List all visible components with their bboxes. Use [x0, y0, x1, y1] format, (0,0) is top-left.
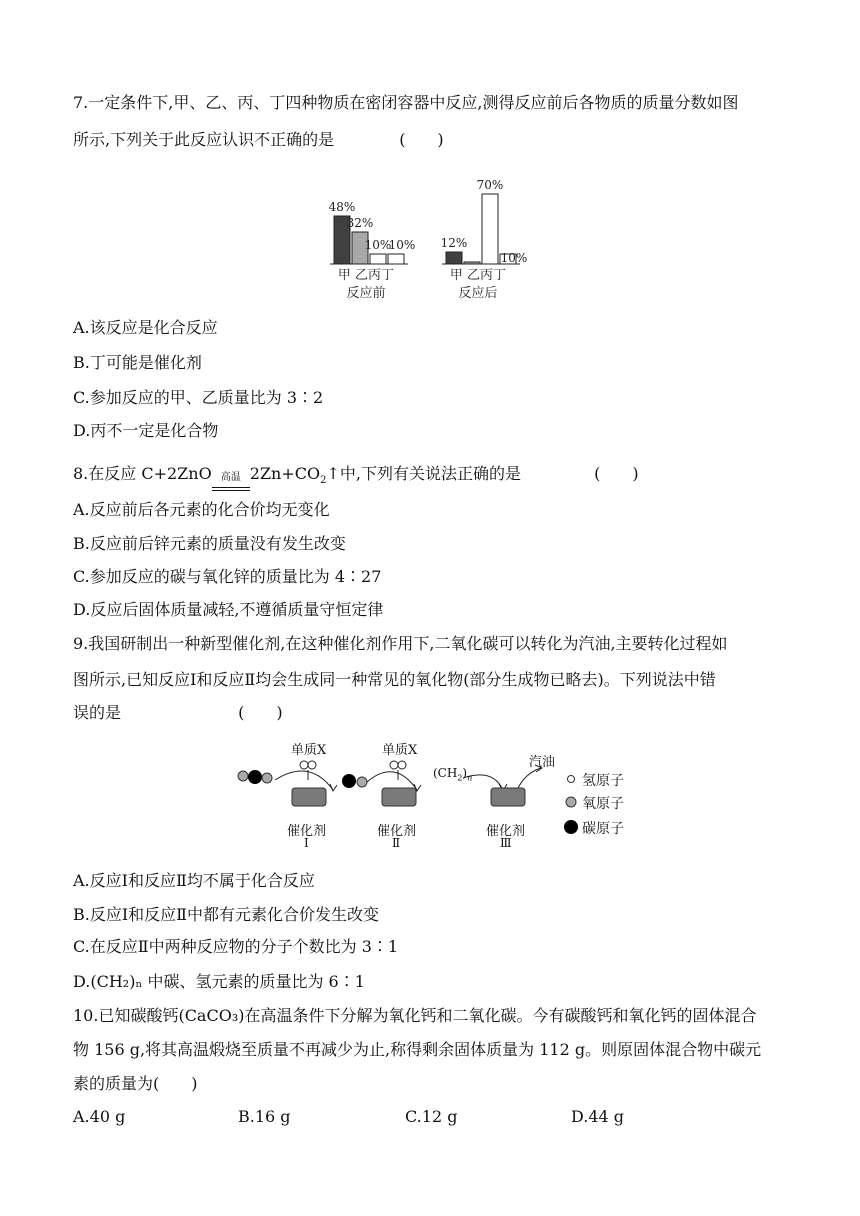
- q8-prefix: 8.在反应 C+2ZnO: [73, 464, 212, 483]
- chart-group-after: [441, 178, 528, 301]
- q10-stem-line1: 10.已知碳酸钙(CaCO₃)在高温条件下分解为氧化钙和二氧化碳。今有碳酸钙和氧化钙的固体混合: [73, 1006, 757, 1025]
- q8-option-b: B.反应前后锌元素的质量没有发生改变: [73, 534, 346, 553]
- q7-option-d: D.丙不一定是化合物: [73, 421, 219, 440]
- q10-option-d: D.44 g: [571, 1107, 625, 1126]
- q8-option-d: D.反应后固体质量减轻,不遵循质量守恒定律: [73, 600, 384, 619]
- group-label: 反应前: [346, 286, 386, 301]
- catalyst-2-label: 催化剂: [377, 824, 417, 839]
- oxygen-atom-icon: [262, 773, 272, 783]
- q7-option-b: B.丁可能是催化剂: [73, 353, 202, 372]
- bar-value-label: 32%: [346, 216, 374, 230]
- carbon-atom-icon: [248, 770, 262, 784]
- q10-stem-line3: 素的质量为( ): [73, 1074, 198, 1093]
- q8-stem: [73, 464, 639, 491]
- hydrogen-molecule-icon: [300, 761, 308, 769]
- q8-answer-paren: ( ): [594, 464, 639, 483]
- q9-answer-paren: ( ): [238, 703, 283, 722]
- legend-hydrogen-icon: [568, 776, 575, 783]
- catalyst-1-numeral: Ⅰ: [304, 836, 309, 850]
- q9-reaction-diagram: [235, 738, 635, 858]
- q7-stem-line2: [73, 130, 444, 150]
- category-axis-label: 甲 乙丙丁: [449, 268, 507, 283]
- q9-stem-line1: 9.我国研制出一种新型催化剂,在这种催化剂作用下,二氧化碳可以转化为汽油,主要转化过程如: [73, 634, 728, 653]
- q8-suffix: ↑中,下列有关说法正确的是: [326, 464, 521, 483]
- legend-carbon-icon: [564, 820, 578, 834]
- catalyst-2-numeral: Ⅱ: [392, 836, 401, 850]
- q8-condition-arrow: [212, 472, 250, 491]
- bar-value-label: 10%: [388, 238, 416, 252]
- q7-bar-chart: [320, 158, 540, 308]
- group-label: 反应后: [458, 286, 498, 301]
- bar-value-label: 10%: [364, 238, 392, 252]
- q9-option-d: D.(CH₂)ₙ 中碳、氢元素的质量比为 6∶1: [73, 972, 365, 991]
- catalyst-3-block: [491, 788, 525, 806]
- catalyst-2-block: [382, 788, 416, 806]
- bar-value-label: 70%: [476, 178, 504, 192]
- arrow-icon: [330, 784, 337, 791]
- q9-option-c: C.在反应Ⅱ中两种反应物的分子个数比为 3∶1: [73, 937, 399, 956]
- q9-option-b: B.反应Ⅰ和反应Ⅱ中都有元素化合价发生改变: [73, 905, 380, 924]
- q9-stem-line2: 图所示,已知反应Ⅰ和反应Ⅱ均会生成同一种常见的氧化物(部分生成物已略去)。下列说法中错: [73, 670, 716, 689]
- bar-value-label: 10%: [500, 251, 528, 265]
- hydrogen-molecule-icon: [390, 761, 398, 769]
- bar-after-1: [464, 262, 480, 264]
- q10-option-c: C.12 g: [405, 1107, 458, 1126]
- q8-option-a: A.反应前后各元素的化合价均无变化: [73, 500, 330, 519]
- legend-oxygen-icon: [566, 797, 576, 807]
- legend-oxygen-label: 氧原子: [582, 796, 624, 812]
- chart-group-before: [329, 200, 416, 301]
- catalyst-3-numeral: Ⅲ: [500, 836, 512, 850]
- category-axis-label: 甲 乙丙丁: [337, 268, 395, 283]
- q9-option-a: A.反应Ⅰ和反应Ⅱ均不属于化合反应: [73, 871, 315, 890]
- reactant-x-label-2: 单质X: [382, 743, 418, 758]
- carbon-atom-icon: [342, 774, 356, 788]
- q7-stem-line1: 7.一定条件下,甲、乙、丙、丁四种物质在密闭容器中反应,测得反应前后各物质的质量分数如图: [73, 93, 739, 112]
- oxygen-atom-icon: [357, 777, 367, 787]
- catalyst-3-label: 催化剂: [486, 824, 526, 839]
- q10-stem-line2: 物 156 g,将其高温煅烧至质量不再减少为止,称得剩余固体质量为 112 g。则原固体混合物中碳元: [73, 1040, 762, 1059]
- bar-after-2: [482, 194, 498, 264]
- legend-hydrogen-label: 氢原子: [582, 773, 624, 789]
- q9-stem-line3: [73, 703, 283, 723]
- bar-before-3: [388, 254, 404, 264]
- bar-after-0: [446, 252, 462, 264]
- catalyst-1-label: 催化剂: [287, 824, 327, 839]
- q7-stem-text: 所示,下列关于此反应认识不正确的是: [73, 130, 335, 149]
- bar-before-2: [370, 254, 386, 264]
- q7-option-a: A.该反应是化合反应: [73, 318, 218, 337]
- q9-stem-text: 误的是: [73, 703, 122, 722]
- q8-product: 2Zn+CO: [249, 464, 321, 483]
- reactant-x-label-1: 单质X: [291, 743, 327, 758]
- product-label: 汽油: [529, 755, 556, 770]
- q8-option-c: C.参加反应的碳与氧化锌的质量比为 4∶27: [73, 567, 382, 586]
- q8-condition: 高温: [220, 472, 241, 484]
- q7-answer-paren: ( ): [399, 130, 444, 149]
- q10-option-a: A.40 g: [73, 1107, 126, 1126]
- q7-option-c: C.参加反应的甲、乙质量比为 3∶2: [73, 388, 324, 407]
- legend-carbon-label: 碳原子: [582, 821, 624, 837]
- oxygen-atom-icon: [238, 771, 248, 781]
- intermediate-label: $(CH_2)_n$: [433, 766, 473, 783]
- q10-option-b: B.16 g: [238, 1107, 291, 1126]
- bar-value-label: 48%: [328, 200, 356, 214]
- bar-value-label: 12%: [440, 236, 468, 250]
- q8-subscript: 2: [320, 475, 327, 487]
- catalyst-1-block: [292, 788, 326, 806]
